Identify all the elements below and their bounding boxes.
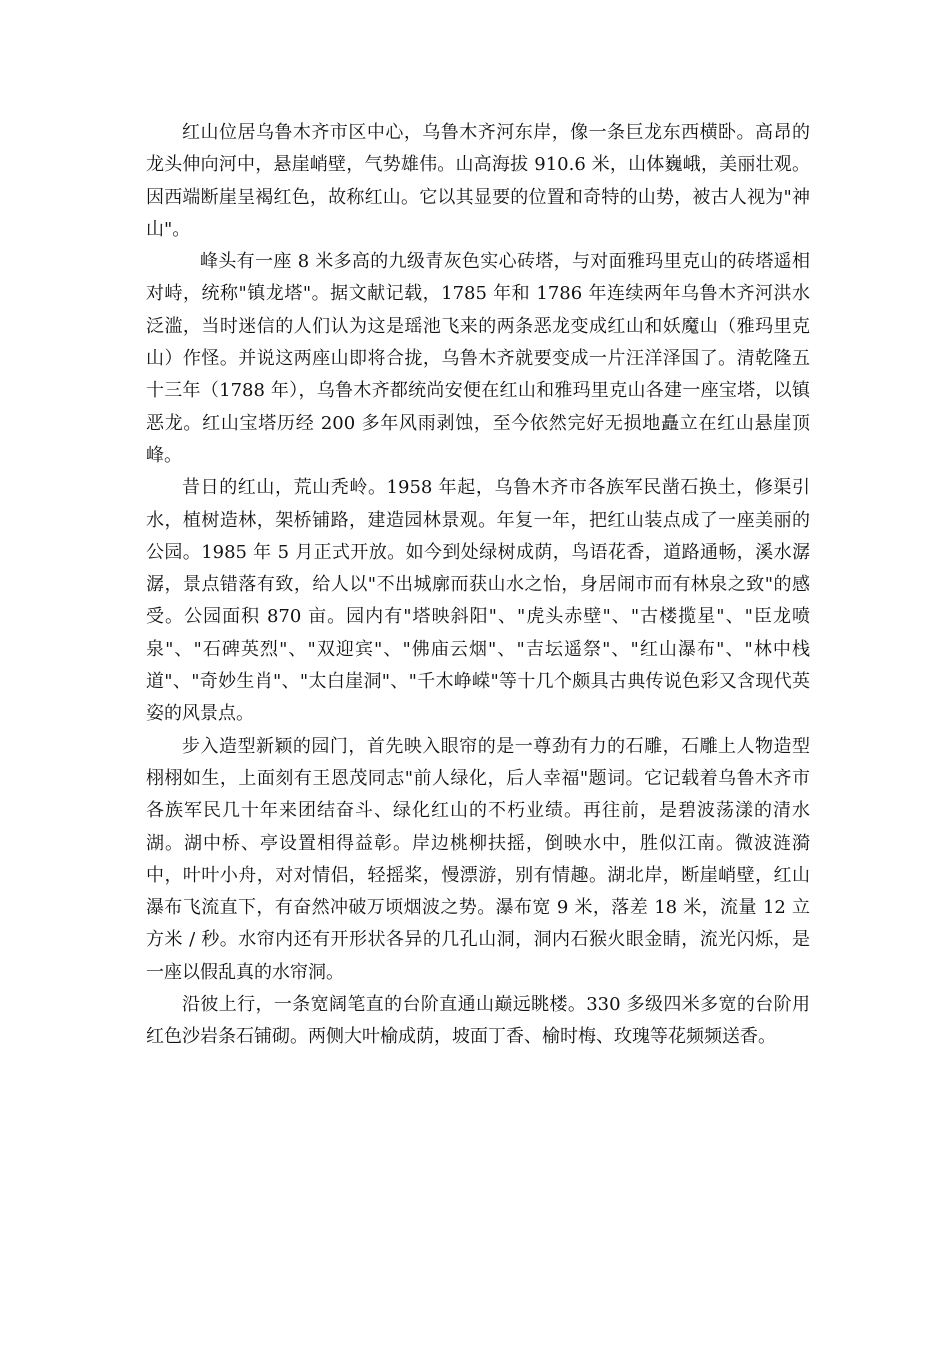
document-body (146, 117, 810, 1054)
paragraph-4: 步入造型新颖的园门，首先映入眼帘的是一尊劲有力的石雕，石雕上人物造型栩栩如生，上面刻有王恩茂同志"前人绿化，后人幸福"题词。它记载着乌鲁木齐市各族军民几十年来团结奋斗、绿化红山的不朽业绩。再往前，是碧波荡漾的清水湖。湖中桥、亭设置相得益彰。岸边桃柳扶摇，倒映水中，胜似江南。微波涟漪中，叶叶小舟，对对情侣，轻摇桨，慢漂游，别有情趣。湖北岸，断崖峭壁，红山瀑布飞流直下，有奋然冲破万顷烟波之势。瀑布宽 9 米，落差 18 米，流量 12 立方米 / 秒。水帘内还有开形状各异的几孔山洞，洞内石猴火眼金睛，流光闪烁，是一座以假乱真的水帘洞。 (146, 735, 810, 983)
paragraph-3: 昔日的红山，荒山秃岭。1958 年起，乌鲁木齐市各族军民凿石换土，修渠引水，植树造林，架桥铺路，建造园林景观。年复一年，把红山装点成了一座美丽的公园。1985 年 5 月正式开放。如今到处绿树成荫，鸟语花香，道路通畅，溪水潺潺，景点错落有致，给人以"不出城廓而获山水之怡，身居闹市而有林泉之致"的感受。公园面积 870 亩。园内有"塔映斜阳"、"虎头赤壁"、"古楼揽星"、"臣龙喷泉"、"石碑英烈"、"双迎宾"、"佛庙云烟"、"吉坛遥祭"、"红山瀑布"、"林中栈道"、"奇妙生肖"、"太白崖洞"、"千木峥嵘"等十几个颇具古典传说色彩又含现代英姿的风景点。 (146, 477, 810, 725)
paragraph-1: 红山位居乌鲁木齐市区中心，乌鲁木齐河东岸，像一条巨龙东西横卧。高昂的龙头伸向河中，悬崖峭壁，气势雄伟。山高海拔 910.6 米，山体巍峨，美丽壮观。因西端断崖呈褐红色，故称红山。它以其显要的位置和奇特的山势，被古人视为"神山"。 (146, 122, 810, 240)
paragraph-2: 峰头有一座 8 米多高的九级青灰色实心砖塔，与对面雅玛里克山的砖塔遥相对峙，统称"镇龙塔"。据文献记载，1785 年和 1786 年连续两年乌鲁木齐河洪水泛滥，当时迷信的人们认为这是瑶池飞来的两条恶龙变成红山和妖魔山（雅玛里克山）作怪。并说这两座山即将合拢，乌鲁木齐就要变成一片汪洋泽国了。清乾隆五十三年（1788 年），乌鲁木齐都统尚安便在红山和雅玛里克山各建一座宝塔，以镇恶龙。红山宝塔历经 200 多年风雨剥蚀，至今依然完好无损地矗立在红山悬崖顶峰。 (146, 251, 810, 466)
paragraph-5: 沿彼上行，一条宽阔笔直的台阶直通山巅远眺楼。330 多级四米多宽的台阶用红色沙岩条石铺砌。两侧大叶榆成荫，坡面丁香、榆时梅、玫瑰等花频频送香。 (146, 994, 810, 1048)
